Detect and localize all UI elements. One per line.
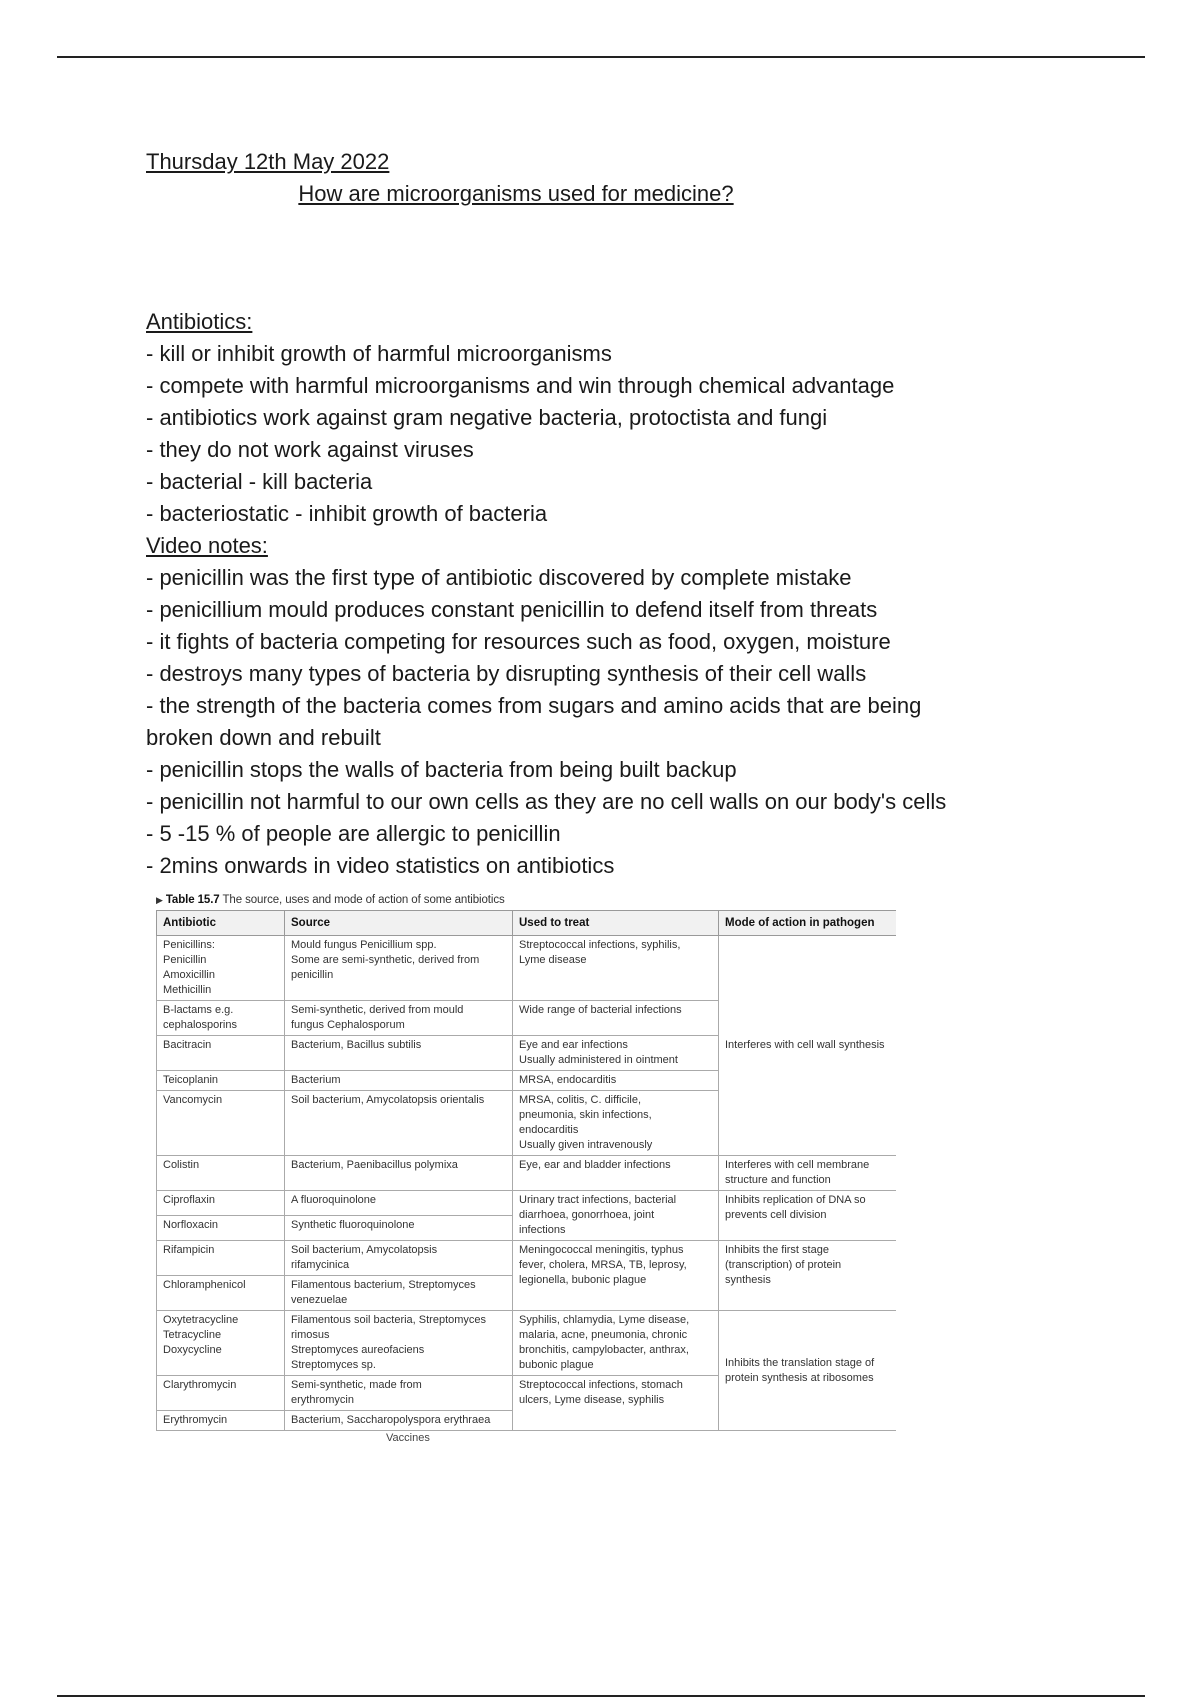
cell-line: Streptomyces sp. [291,1359,376,1371]
cell-line: Rifampicin [163,1244,215,1256]
antibiotics-table [156,910,896,1431]
page-title: How are microorganisms used for medicine? [298,181,734,206]
cell-line: Erythromycin [163,1414,228,1426]
source-cell [285,1216,513,1241]
mode-cell [719,936,897,1156]
cell-line: fever, cholera, MRSA, TB, leprosy, [519,1259,687,1271]
mode-cell [719,1311,897,1431]
cell-line: Eye, ear and bladder infections [519,1159,671,1171]
treat-cell [513,1036,719,1071]
cell-line: B-lactams e.g. [163,1004,234,1016]
antibiotic-cell [157,1036,285,1071]
antibiotics-point: - compete with harmful microorganisms and win through chemical advantage [146,373,895,398]
cell-line: Lyme disease [519,954,587,966]
table-row [157,1311,897,1376]
treat-cell [513,1001,719,1036]
source-cell [285,1001,513,1036]
table-row [157,1191,897,1216]
video-notes-heading: Video notes: [146,533,268,558]
video-note: - penicillin stops the walls of bacteria from being built backup [146,757,737,782]
table-header-row [157,911,897,936]
antibiotic-cell [157,1311,285,1376]
cell-line: Filamentous bacterium, Streptomyces [291,1279,476,1291]
cell-line: protein synthesis at ribosomes [725,1371,874,1384]
caption-label: Table 15.7 [165,894,220,906]
source-cell [285,1191,513,1216]
cell-line: prevents cell division [725,1209,827,1221]
cell-line: Doxycycline [163,1344,222,1356]
antibiotic-cell [157,1216,285,1241]
table-row [157,1156,897,1191]
treat-cell [513,1241,719,1311]
cell-line: Penicillin [163,954,207,966]
cell-line: Streptococcal infections, stomach [519,1379,683,1391]
table-row [157,1241,897,1276]
source-cell [285,1071,513,1091]
cell-line: Inhibits the translation stage of [725,1356,875,1369]
treat-cell [513,1156,719,1191]
caption-triangle-icon: ▶ [156,895,163,905]
cell-line: MRSA, endocarditis [519,1074,617,1086]
cell-line: (transcription) of protein [725,1259,842,1271]
cell-line: erythromycin [291,1394,354,1406]
cell-line: malaria, acne, pneumonia, chronic [519,1329,688,1341]
cell-line: infections [519,1224,566,1236]
cell-line: Meningococcal meningitis, typhus [519,1244,684,1256]
cell-line: Mould fungus Penicillium spp. [291,939,437,951]
table-row [157,936,897,1001]
cell-line: Syphilis, chlamydia, Lyme disease, [519,1314,690,1326]
cell-line: Urinary tract infections, bacterial [519,1194,677,1206]
cell-line: Colistin [163,1159,200,1171]
cell-line: Teicoplanin [163,1074,219,1086]
antibiotic-cell [157,1276,285,1311]
cell-line: Bacterium, Paenibacillus polymixa [291,1159,458,1171]
antibiotics-point: - bacteriostatic - inhibit growth of bacteria [146,501,548,526]
cutoff-heading: Vaccines [386,1432,430,1444]
cell-line: rimosus [291,1329,330,1341]
source-cell [285,1156,513,1191]
source-cell [285,1411,513,1431]
cell-line: bubonic plague [519,1359,594,1371]
cell-line: Bacterium, Bacillus subtilis [291,1039,422,1051]
cell-line: Semi-synthetic, made from [291,1379,422,1391]
top-rule [57,56,1145,58]
source-cell [285,1376,513,1411]
notes-body [146,146,1066,882]
cell-line: Streptomyces aureofaciens [291,1344,425,1356]
source-cell [285,1241,513,1276]
video-note: broken down and rebuilt [146,725,381,750]
cell-line: Methicillin [163,984,212,996]
cell-line: legionella, bubonic plague [519,1274,647,1286]
cell-line: endocarditis [519,1124,579,1136]
cell-line: diarrhoea, gonorrhoea, joint [519,1209,655,1221]
antibiotic-cell [157,1191,285,1216]
source-cell [285,1036,513,1071]
antibiotic-cell [157,1001,285,1036]
cell-line: fungus Cephalosporum [291,1019,405,1031]
cell-line: Ciproflaxin [163,1194,215,1206]
cell-line: venezuelae [291,1294,348,1306]
antibiotic-cell [157,936,285,1001]
video-note: - the strength of the bacteria comes from sugars and amino acids that are being [146,693,922,718]
treat-cell [513,1376,719,1431]
cell-line: Inhibits replication of DNA so [725,1194,866,1206]
antibiotics-point: - bacterial - kill bacteria [146,469,373,494]
cell-line: Bacitracin [163,1039,212,1051]
cell-line: Wide range of bacterial infections [519,1004,682,1016]
source-cell [285,1311,513,1376]
column-header: Mode of action in pathogen [719,911,897,936]
table-body [157,936,897,1431]
source-cell [285,1091,513,1156]
cell-line: Semi-synthetic, derived from mould [291,1004,464,1016]
video-note: - penicillium mould produces constant penicillin to defend itself from threats [146,597,878,622]
antibiotic-cell [157,1376,285,1411]
mode-cell [719,1191,897,1241]
cell-line: Eye and ear infections [519,1039,628,1051]
video-note: - 2mins onwards in video statistics on antibiotics [146,853,615,878]
cell-line: Some are semi-synthetic, derived from [291,954,480,966]
cell-line: Streptococcal infections, syphilis, [519,939,681,951]
antibiotic-cell [157,1411,285,1431]
source-cell [285,936,513,1001]
column-header: Source [285,911,513,936]
antibiotic-cell [157,1071,285,1091]
cell-line: ulcers, Lyme disease, syphilis [519,1394,665,1406]
antibiotic-cell [157,1156,285,1191]
treat-cell [513,1311,719,1376]
cell-line: pneumonia, skin infections, [519,1109,652,1121]
cell-line: synthesis [725,1274,771,1286]
cell-line: rifamycinica [291,1259,350,1271]
treat-cell [513,1091,719,1156]
video-note: - it fights of bacteria competing for resources such as food, oxygen, moisture [146,629,891,654]
cell-line: Oxytetracycline [163,1314,239,1326]
video-note: - destroys many types of bacteria by disrupting synthesis of their cell walls [146,661,867,686]
cell-line: Bacterium [291,1074,341,1086]
cell-line: Soil bacterium, Amycolatopsis [291,1244,438,1256]
source-cell [285,1276,513,1311]
cell-line: Filamentous soil bacteria, Streptomyces [291,1314,487,1326]
treat-cell [513,1191,719,1241]
cell-line: Penicillins: [163,939,215,951]
cell-line: cephalosporins [163,1019,237,1031]
antibiotics-point: - kill or inhibit growth of harmful microorganisms [146,341,612,366]
page-date: Thursday 12th May 2022 [146,149,390,174]
treat-cell [513,936,719,1001]
video-note: - 5 -15 % of people are allergic to penicillin [146,821,561,846]
video-note: - penicillin not harmful to our own cells as they are no cell walls on our body's cells [146,789,947,814]
cell-line: Inhibits the first stage [725,1244,829,1256]
cell-line: Norfloxacin [163,1219,219,1231]
cell-line: structure and function [725,1174,831,1186]
antibiotics-point: - they do not work against viruses [146,437,474,462]
cell-line: Interferes with cell membrane [725,1159,870,1171]
table-caption [156,890,896,910]
cell-line: Soil bacterium, Amycolatopsis orientalis [291,1094,485,1106]
cell-line: penicillin [291,969,334,981]
video-note: - penicillin was the first type of antibiotic discovered by complete mistake [146,565,852,590]
cell-line: Chloramphenicol [163,1279,246,1291]
antibiotic-cell [157,1241,285,1276]
cell-line: MRSA, colitis, C. difficile, [519,1094,642,1106]
cell-line: Bacterium, Saccharopolyspora erythraea [291,1414,491,1426]
cell-line: Synthetic fluoroquinolone [291,1219,415,1231]
mode-cell [719,1241,897,1311]
cell-line: Tetracycline [163,1329,222,1341]
antibiotics-table-figure [156,890,896,1540]
treat-cell [513,1071,719,1091]
column-header: Antibiotic [157,911,285,936]
cell-line: A fluoroquinolone [291,1194,377,1206]
column-header: Used to treat [513,911,719,936]
spacer [146,210,1066,306]
cell-line: bronchitis, campylobacter, anthrax, [519,1344,689,1356]
cell-line: Usually given intravenously [519,1139,653,1151]
cell-line: Interferes with cell wall synthesis [725,1039,885,1051]
caption-text: The source, uses and mode of action of some antibiotics [222,894,505,906]
cell-line: Clarythromycin [163,1379,237,1391]
cell-line: Amoxicillin [163,969,215,981]
mode-cell [719,1156,897,1191]
antibiotics-heading: Antibiotics: [146,309,253,334]
antibiotic-cell [157,1091,285,1156]
cell-line: Usually administered in ointment [519,1054,678,1066]
cell-line: Vancomycin [163,1094,223,1106]
antibiotics-point: - antibiotics work against gram negative bacteria, protoctista and fungi [146,405,828,430]
bottom-rule [57,1695,1145,1697]
